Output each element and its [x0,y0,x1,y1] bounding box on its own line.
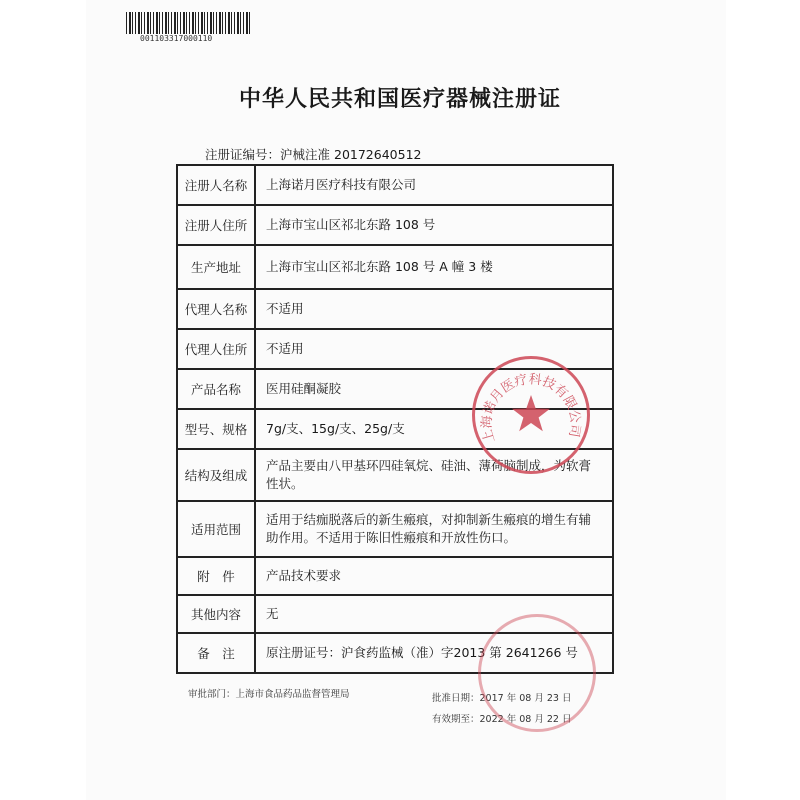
table-row [177,205,613,245]
row-label: 备 注 [177,633,255,673]
row-value: 医用硅酮凝胶 [255,369,613,409]
approval-date: 批准日期：2017 年 08 月 23 日 [432,693,572,704]
row-value: 原注册证号：沪食药监械（准）字2013 第 2641266 号 [255,633,613,673]
row-label: 型号、规格 [177,409,255,449]
row-label: 注册人名称 [177,165,255,205]
approval-department: 审批部门：上海市食品药品监督管理局 [188,689,350,700]
company-seal [472,356,590,474]
row-value: 无 [255,595,613,633]
row-value: 适用于结痂脱落后的新生瘢痕，对抑制新生瘢痕的增生有辅助作用。不适用于陈旧性瘢痕和开放性伤口。 [255,501,613,557]
row-value: 产品主要由八甲基环四硅氧烷、硅油、薄荷脑制成，为软膏性状。 [255,449,613,501]
authority-seal [478,614,596,732]
row-label: 注册人住所 [177,205,255,245]
row-label: 适用范围 [177,501,255,557]
row-label: 代理人住所 [177,329,255,369]
row-label: 其他内容 [177,595,255,633]
table-row [177,165,613,205]
barcode-number: 001103317000110 [140,34,213,43]
row-label: 结构及组成 [177,449,255,501]
row-label: 附 件 [177,557,255,595]
seal-text: 上海诺月医疗科技有限公司 [479,372,583,445]
registration-number [205,145,421,163]
row-value: 不适用 [255,329,613,369]
registration-label: 注册证编号： [205,147,281,162]
row-label: 产品名称 [177,369,255,409]
registration-value: 沪械注准 20172640512 [280,147,422,162]
row-value: 7g/支、15g/支、25g/支 [255,409,613,449]
document-title: 中华人民共和国医疗器械注册证 [238,86,561,112]
table-row [177,245,613,289]
row-value: 不适用 [255,289,613,329]
star-icon [512,395,550,431]
row-value: 产品技术要求 [255,557,613,595]
row-value: 上海市宝山区祁北东路 108 号 [255,205,613,245]
valid-until: 有效期至：2022 年 08 月 22 日 [432,714,572,725]
table-row [177,501,613,557]
table-row [177,289,613,329]
table-row [177,557,613,595]
row-label: 生产地址 [177,245,255,289]
row-value: 上海诺月医疗科技有限公司 [255,165,613,205]
row-value: 上海市宝山区祁北东路 108 号 A 幢 3 楼 [255,245,613,289]
barcode [126,12,252,34]
row-label: 代理人名称 [177,289,255,329]
